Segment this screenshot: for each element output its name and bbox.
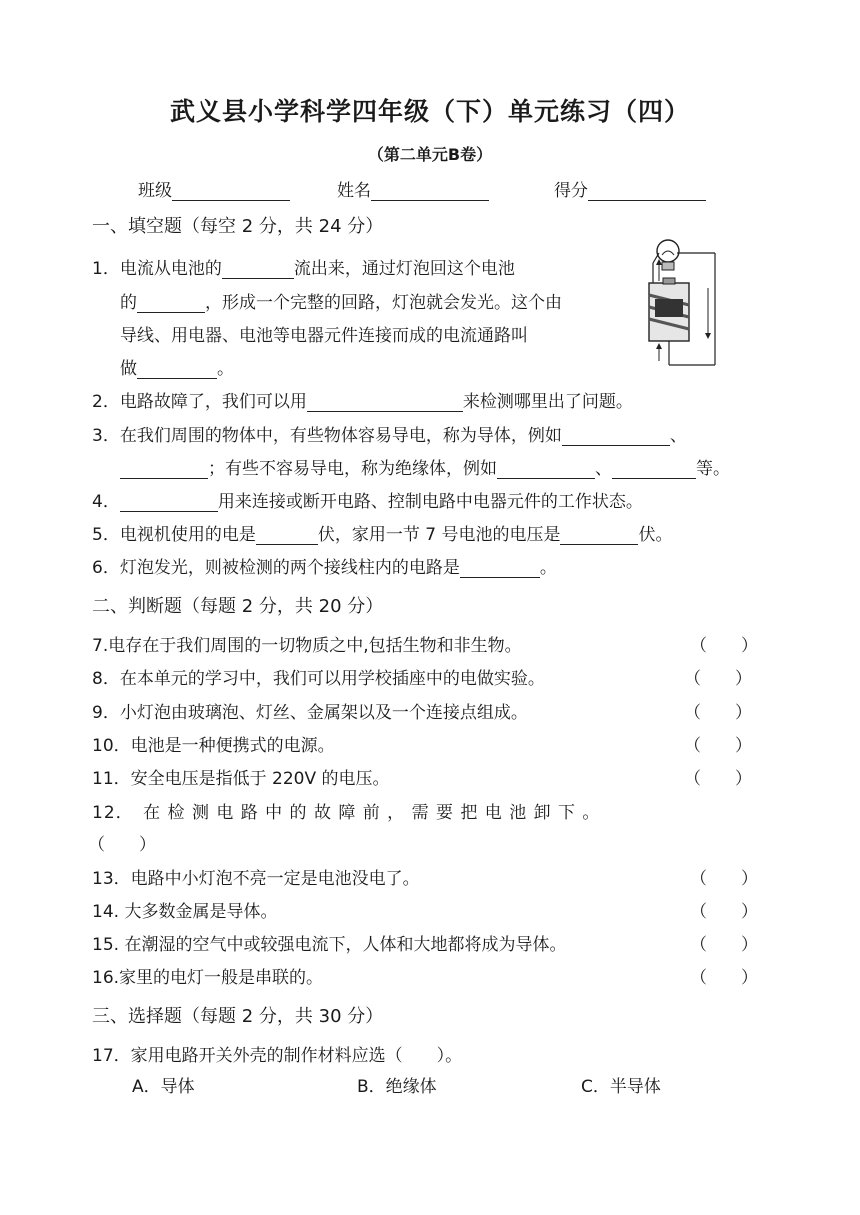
q5-text-c: 伏。: [638, 525, 673, 545]
q1-text-b: 流出来，通过灯泡回这个电池: [293, 259, 515, 279]
section2-heading: 二、判断题（每题 2 分，共 20 分）: [92, 596, 384, 617]
score-label: 得分: [554, 181, 588, 201]
q7-answer-paren[interactable]: （ ）: [690, 636, 758, 656]
exam-subtitle: （第二单元B卷）: [367, 145, 493, 164]
q3-text-a: 3．在我们周围的物体中，有些物体容易导电，称为导体，例如: [92, 426, 562, 446]
q1-text-e: 做: [120, 359, 137, 379]
q3-text-b: 、: [669, 426, 687, 446]
q3-blank-2[interactable]: [120, 462, 208, 479]
q1-line1: [92, 254, 515, 279]
q17: 17．家用电路开关外壳的制作材料应选（ ）。: [92, 1046, 463, 1066]
q1-blank-2[interactable]: [137, 296, 205, 313]
q13: 13．电路中小灯泡不亮一定是电池没电了。: [92, 869, 420, 889]
q17-option-c[interactable]: C．半导体: [581, 1077, 661, 1097]
q14-answer-paren[interactable]: （ ）: [690, 902, 758, 922]
q3-blank-1[interactable]: [562, 429, 670, 446]
name-field: [337, 176, 489, 201]
q12-answer-paren[interactable]: （ ）: [88, 835, 156, 855]
q1-blank-1[interactable]: [222, 262, 294, 279]
q1-text-f: 。: [217, 359, 234, 379]
class-field: [138, 176, 290, 201]
q10: 10．电池是一种便携式的电源。: [92, 736, 335, 756]
exam-title: 武义县小学科学四年级（下）单元练习（四）: [169, 97, 690, 126]
q9: 9．小灯泡由玻璃泡、灯丝、金属架以及一个连接点组成。: [92, 703, 528, 723]
q5: [92, 520, 672, 545]
q6: [92, 553, 557, 578]
q5-blank-1[interactable]: [256, 528, 318, 545]
q1-text-a: 1．电流从电池的: [92, 259, 222, 279]
q2-text-a: 2．电路故障了，我们可以用: [92, 392, 307, 412]
q8: 8．在本单元的学习中，我们可以用学校插座中的电做实验。: [92, 669, 545, 689]
q6-text-a: 6．灯泡发光，则被检测的两个接线柱内的电路是: [92, 558, 460, 578]
q5-blank-2[interactable]: [560, 528, 638, 545]
q16: 16.家里的电灯一般是串联的。: [92, 968, 324, 988]
q3-blank-4[interactable]: [612, 462, 696, 479]
q1-line3: 导线、用电器、电池等电器元件连接而成的电流通路叫: [120, 326, 528, 346]
q3-text-c: ；有些不容易导电，称为绝缘体，例如: [208, 459, 497, 479]
q6-text-b: 。: [539, 558, 557, 578]
q2-text-b: 来检测哪里出了问题。: [462, 392, 633, 412]
q2-blank[interactable]: [307, 395, 463, 412]
q14: 14. 大多数金属是导体。: [92, 902, 278, 922]
score-field: [554, 176, 706, 201]
name-blank[interactable]: [371, 182, 489, 201]
q16-answer-paren[interactable]: （ ）: [690, 968, 758, 988]
q11: 11．安全电压是指低于 220V 的电压。: [92, 769, 390, 789]
q3-text-d: 、: [595, 459, 612, 479]
class-label: 班级: [138, 181, 172, 201]
q1-line4: [120, 354, 234, 379]
class-blank[interactable]: [172, 182, 290, 201]
q6-blank[interactable]: [460, 561, 540, 578]
q2: [92, 387, 633, 412]
q4-text-b: 用来连接或断开电路、控制电路中电器元件的工作状态。: [217, 492, 643, 512]
q8-answer-paren[interactable]: （ ）: [684, 669, 752, 689]
q3-line1: [92, 421, 687, 446]
q1-blank-3[interactable]: [137, 362, 217, 379]
section3-heading: 三、选择题（每题 2 分，共 30 分）: [92, 1006, 384, 1027]
q15-answer-paren[interactable]: （ ）: [690, 935, 758, 955]
q4-text-a: 4．: [92, 492, 120, 512]
q5-text-b: 伏，家用一节 7 号电池的电压是: [317, 525, 561, 545]
q9-answer-paren[interactable]: （ ）: [684, 703, 752, 723]
q17-option-b[interactable]: B．绝缘体: [357, 1077, 437, 1097]
q1-text-d: ，形成一个完整的回路，灯泡就会发光。这个由: [205, 293, 562, 313]
name-label: 姓名: [337, 181, 371, 201]
q3-text-e: 等。: [696, 459, 730, 479]
q4: [92, 487, 643, 512]
q3-blank-3[interactable]: [497, 462, 595, 479]
q7: 7.电存在于我们周围的一切物质之中,包括生物和非生物。: [92, 636, 522, 656]
q17-option-a[interactable]: A．导体: [132, 1077, 195, 1097]
q3-line2: [120, 454, 730, 479]
section1-heading: 一、填空题（每空 2 分，共 24 分）: [92, 216, 384, 237]
q5-text-a: 5．电视机使用的电是: [92, 525, 256, 545]
q1-text-c: 的: [120, 293, 137, 313]
q4-blank[interactable]: [120, 495, 218, 512]
battery-bulb-circuit-icon: [635, 233, 730, 373]
q15: 15. 在潮湿的空气中或较强电流下，人体和大地都将成为导体。: [92, 935, 567, 955]
score-blank[interactable]: [588, 182, 706, 201]
q13-answer-paren[interactable]: （ ）: [690, 869, 758, 889]
q12: 12． 在 检 测 电 路 中 的 故 障 前 ， 需 要 把 电 池 卸 下 。: [92, 803, 601, 823]
q10-answer-paren[interactable]: （ ）: [684, 736, 752, 756]
q1-line2: [120, 288, 562, 313]
q11-answer-paren[interactable]: （ ）: [684, 769, 752, 789]
